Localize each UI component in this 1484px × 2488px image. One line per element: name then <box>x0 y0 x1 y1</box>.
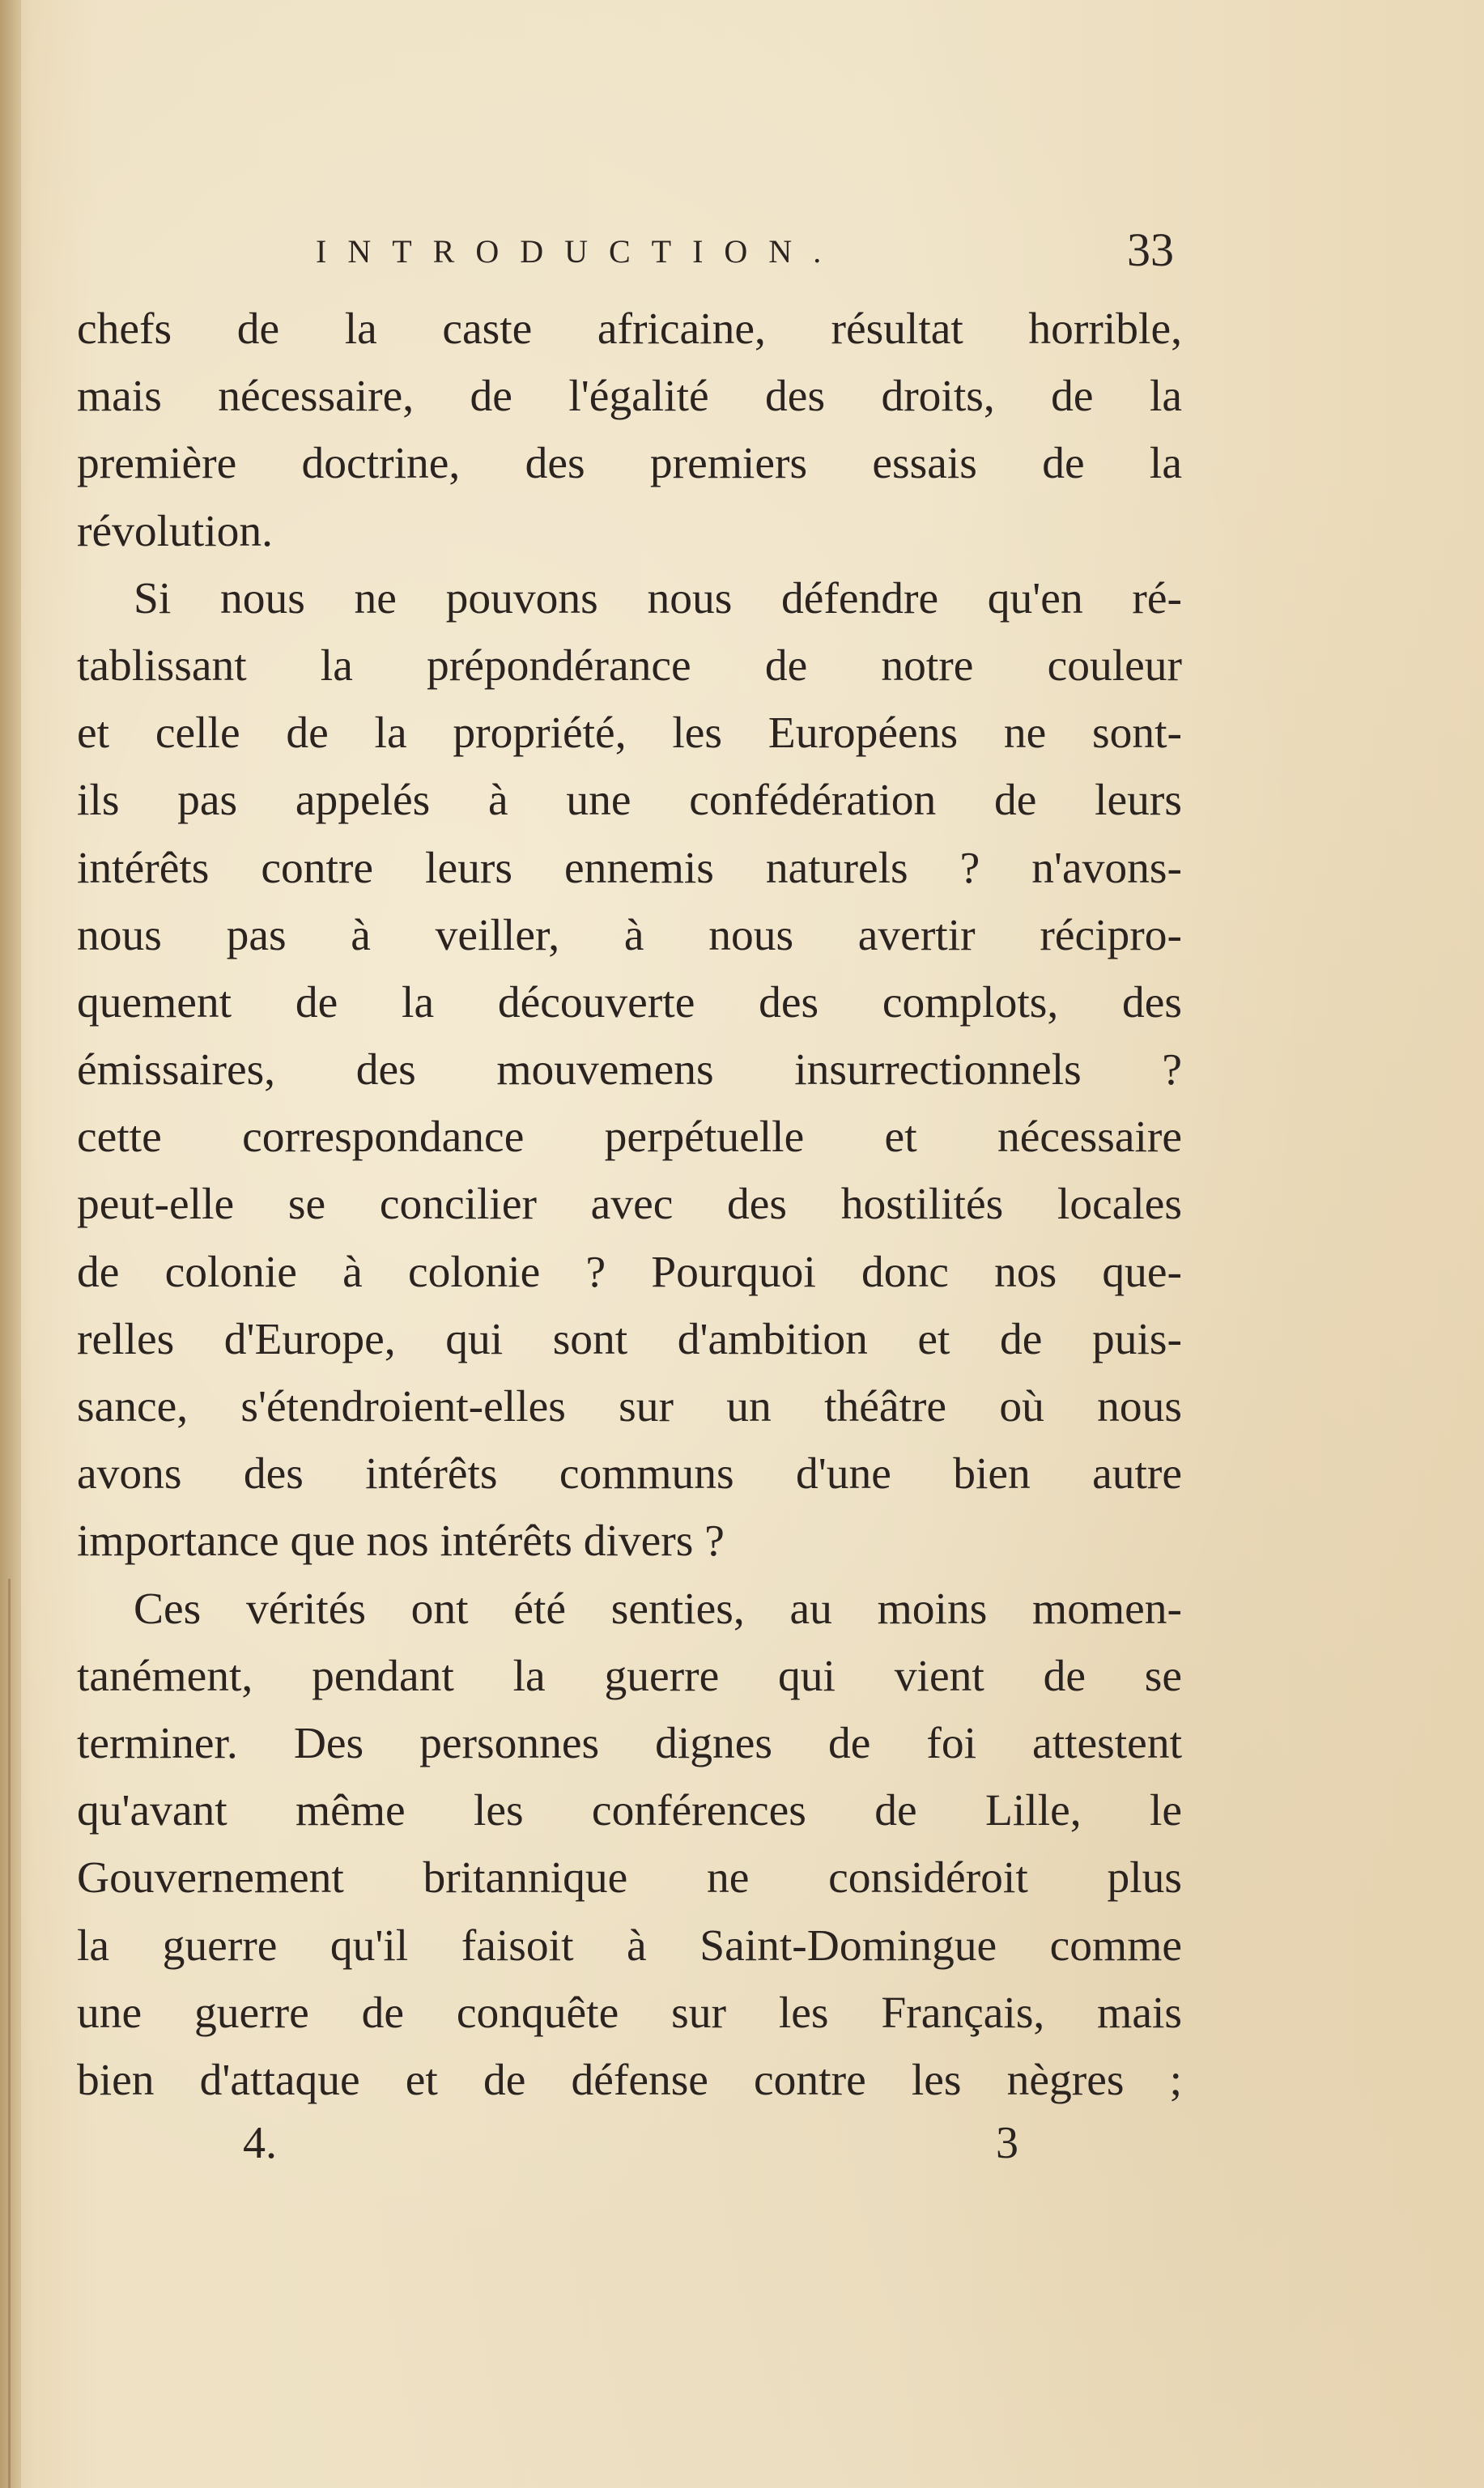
text-line: mais nécessaire, de l'égalité des droits, de la <box>77 372 1182 422</box>
text-line: émissaires, des mouvemens insurrectionnels ? <box>77 1045 1182 1095</box>
text-line: tablissant la prépondérance de notre couleur <box>77 640 1182 691</box>
text-line: première doctrine, des premiers essais de la <box>77 439 1182 489</box>
page-footer <box>0 2117 1484 2190</box>
text-line: nous pas à veiller, à nous avertir récipro- <box>77 910 1182 960</box>
page-number: 33 <box>1127 223 1174 276</box>
text-line: révolution. <box>77 506 273 556</box>
text-line: bien d'attaque et de défense contre les nègres ; <box>77 2055 1182 2105</box>
text-line: ils pas appelés à une confédération de leurs <box>77 776 1182 826</box>
text-line: une guerre de conquête sur les Français, mais <box>77 1988 1182 2038</box>
body-text <box>77 296 1182 2114</box>
paragraph-start: Si nous ne pouvons nous défendre qu'en ré- <box>134 573 1182 623</box>
text-line: de colonie à colonie ? Pourquoi donc nos que- <box>77 1247 1182 1297</box>
text-line: quement de la découverte des complots, des <box>77 977 1182 1027</box>
text-line: importance que nos intérêts divers ? <box>77 1516 725 1567</box>
text-line: chefs de la caste africaine, résultat horrible, <box>77 304 1182 354</box>
paragraph-start: Ces vérités ont été senties, au moins momen- <box>134 1584 1182 1634</box>
page-header <box>291 223 1190 287</box>
binding-line <box>8 1579 11 2488</box>
sheet-number: 3 <box>996 2118 1018 2168</box>
text-line: intérêts contre leurs ennemis naturels ? n'avons- <box>77 843 1182 893</box>
text-line: peut-elle se concilier avec des hostilités locales <box>77 1180 1182 1230</box>
text-line: relles d'Europe, qui sont d'ambition et de puis- <box>77 1314 1182 1364</box>
text-line: qu'avant même les conférences de Lille, le <box>77 1786 1182 1836</box>
text-line: la guerre qu'il faisoit à Saint-Domingue comme <box>77 1920 1182 1971</box>
text-line: sance, s'étendroient-elles sur un théâtre où nous <box>77 1382 1182 1431</box>
text-line: cette correspondance perpétuelle et nécessaire <box>77 1112 1182 1163</box>
text-line: avons des intérêts communs d'une bien autre <box>77 1449 1182 1499</box>
running-head: INTRODUCTION. <box>316 233 843 270</box>
text-line: et celle de la propriété, les Européens ne sont- <box>77 708 1182 759</box>
text-line: terminer. Des personnes dignes de foi attestent <box>77 1718 1182 1768</box>
text-line: Gouvernement britannique ne considéroit plus <box>77 1853 1182 1903</box>
page-gutter <box>0 0 21 2488</box>
signature-mark: 4. <box>243 2118 277 2168</box>
text-line: tanément, pendant la guerre qui vient de se <box>77 1651 1182 1701</box>
